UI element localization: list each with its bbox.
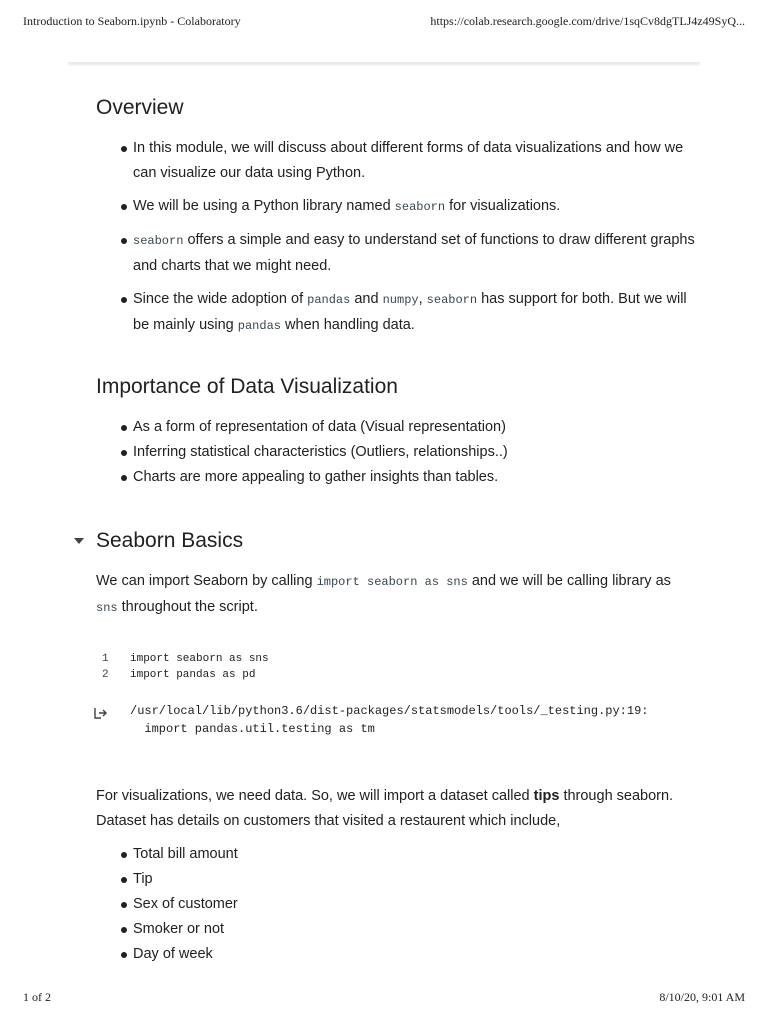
print-header-url: https://colab.research.google.com/drive/1sqCv8dgTLJ4z49SyQ... <box>430 14 745 28</box>
inline-code: numpy <box>382 293 419 307</box>
notebook-top-divider <box>68 62 700 66</box>
list-item: Tip <box>96 867 696 892</box>
inline-code: sns <box>96 601 118 615</box>
line-number: 1 <box>102 653 109 665</box>
cell-output: /usr/local/lib/python3.6/dist-packages/statsmodels/tools/_testing.py:19: import pandas.util.testing as tm <box>130 704 649 736</box>
code-cell[interactable] <box>96 651 696 683</box>
print-header <box>23 14 745 30</box>
list-item: Charts are more appealing to gather insights than tables. <box>96 465 696 490</box>
code-source: import pandas as pd <box>130 669 256 681</box>
importance-list <box>96 415 696 490</box>
inline-code: pandas <box>307 293 351 307</box>
list-item: Total bill amount <box>96 842 696 867</box>
caret-down-icon[interactable] <box>74 538 84 544</box>
list-item: We will be using a Python library named seaborn for visualizations. <box>96 194 696 220</box>
code-source: import seaborn as sns <box>130 653 269 665</box>
import-description: We can import Seaborn by calling import seaborn as sns and we will be calling library as sns throughout the script. <box>96 573 671 615</box>
tips-description: For visualizations, we need data. So, we will import a dataset called tips through seaborn. Dataset has details on customers that visited a restaurent which include, <box>96 788 674 829</box>
heading-overview: Overview <box>96 96 184 119</box>
list-item: As a form of representation of data (Visual representation) <box>96 415 696 440</box>
list-item: Since the wide adoption of pandas and numpy, seaborn has support for both. But we will be mainly using pandas when handling data. <box>96 287 696 339</box>
dataset-features-list <box>96 842 696 967</box>
line-number: 2 <box>102 669 109 681</box>
print-datetime: 8/10/20, 9:01 AM <box>659 990 745 1004</box>
heading-importance: Importance of Data Visualization <box>96 375 398 398</box>
print-header-title: Introduction to Seaborn.ipynb - Colaboratory <box>23 14 241 28</box>
print-footer <box>23 990 745 1006</box>
inline-code: pandas <box>237 319 281 333</box>
list-item: Sex of customer <box>96 892 696 917</box>
code-line <box>96 667 696 683</box>
inline-code: seaborn <box>133 234 184 248</box>
list-item: Day of week <box>96 942 696 967</box>
overview-list <box>96 136 696 347</box>
heading-seaborn-basics: Seaborn Basics <box>96 529 244 552</box>
list-item: Smoker or not <box>96 917 696 942</box>
inline-code: import seaborn as sns <box>316 575 468 589</box>
page-number: 1 of 2 <box>23 990 51 1004</box>
list-item: Inferring statistical characteristics (Outliers, relationships..) <box>96 440 696 465</box>
list-item: In this module, we will discuss about different forms of data visualizations and how we can visualize our data using Python. <box>96 136 696 186</box>
output-arrow-icon[interactable] <box>92 705 108 721</box>
inline-code: seaborn <box>426 293 478 307</box>
list-item: seaborn offers a simple and easy to understand set of functions to draw different graphs and charts that we might need. <box>96 228 696 279</box>
inline-code: seaborn <box>394 200 446 214</box>
code-line <box>96 651 696 667</box>
bold-text: tips <box>533 788 560 804</box>
